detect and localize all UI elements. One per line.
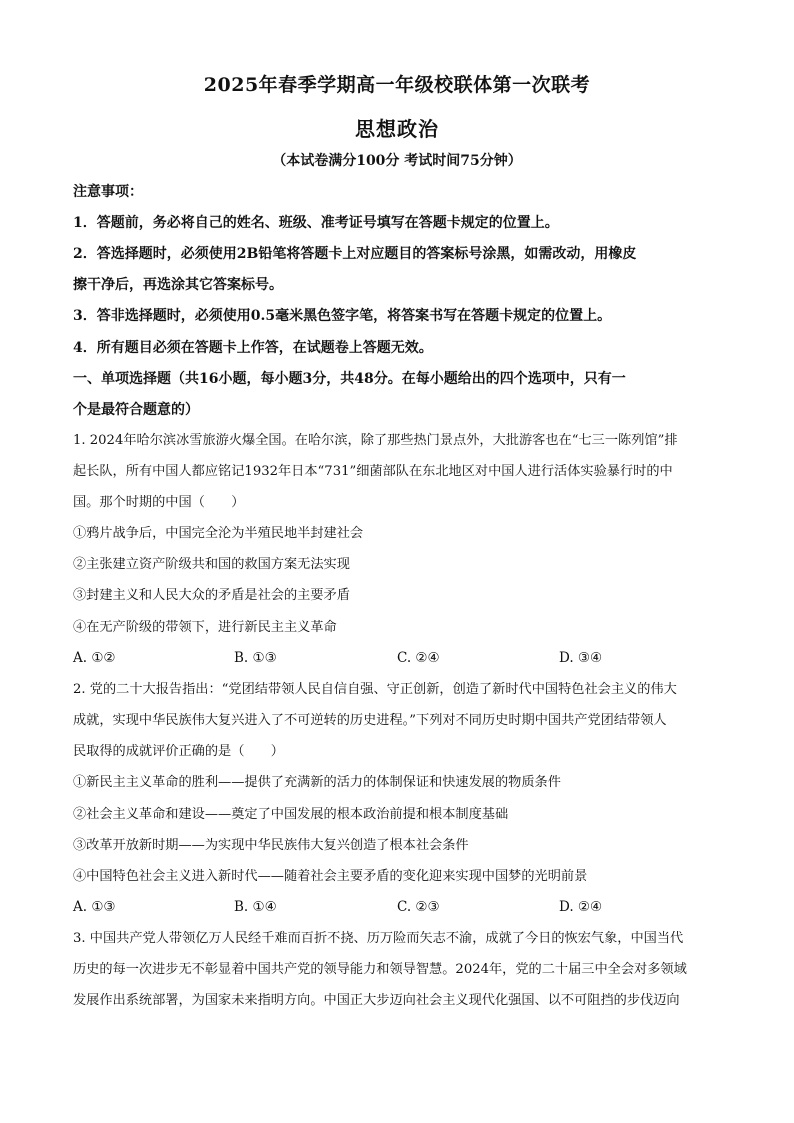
note-item: 2．答选择题时，必须使用2B铅笔将答题卡上对应题目的答案标号涂黑，如需改动，用橡皮 [73,246,637,262]
question-2-line: 2. 党的二十大报告指出：“党团结带领人民自信自强、守正创新，创造了新时代中国特色社会主义的伟大 [73,682,677,697]
question-1-statement: ①鸦片战争后，中国完全沦为半殖民地半封建社会 [73,526,364,541]
question-1-statement: ④在无产阶级的带领下，进行新民主主义革命 [73,620,337,635]
question-2-statement: ③改革开放新时期——为实现中华民族伟大复兴创造了根本社会条件 [73,838,469,853]
section-heading: 一、单项选择题（共16小题，每小题3分，共48分。在每小题给出的四个选项中，只有一 [73,371,626,387]
question-1-line: 国。那个时期的中国（ ） [73,495,245,510]
option-a[interactable]: A. ①③ [73,899,116,915]
subject-title: 思想政治 [355,117,439,141]
question-3-line: 3. 中国共产党人带领亿万人民经千难而百折不挠、历万险而矢志不渝，成就了今日的恢宏气象，中国当代 [73,931,684,946]
note-item: 4．所有题目必须在答题卡上作答，在试题卷上答题无效。 [73,340,433,356]
question-2-statement: ①新民主主义革命的胜利——提供了充满新的活力的体制保证和快速发展的物质条件 [73,775,561,790]
option-c[interactable]: C. ②③ [397,899,440,915]
option-d[interactable]: D. ②④ [559,899,603,915]
option-c[interactable]: C. ②④ [397,650,440,666]
question-1-statement: ③封建主义和人民大众的矛盾是社会的主要矛盾 [73,588,350,603]
exam-title: 2025年春季学期高一年级校联体第一次联考 [203,74,591,96]
question-1-statement: ②主张建立资产阶级共和国的救国方案无法实现 [73,557,350,572]
option-d[interactable]: D. ③④ [559,650,603,666]
note-item: 擦干净后，再选涂其它答案标号。 [73,277,283,293]
question-2-statement: ④中国特色社会主义进入新时代——随着社会主要矛盾的变化迎来实现中国梦的光明前景 [73,869,588,884]
section-heading-cont: 个是最符合题意的） [73,402,199,418]
note-item: 3．答非选择题时，必须使用0.5毫米黑色签字笔，将答案书写在答题卡规定的位置上。 [73,308,612,324]
question-3-line: 历史的每一次进步无不彰显着中国共产党的领导能力和领导智慧。2024年，党的二十届三中全会对多领域 [73,962,687,977]
exam-info: （本试卷满分100分 考试时间75分钟） [272,153,522,169]
question-1-line: 1. 2024年哈尔滨冰雪旅游火爆全国。在哈尔滨，除了那些热门景点外，大批游客也在“七三一陈列馆”排 [73,433,678,448]
note-item: 1．答题前，务必将自己的姓名、班级、准考证号填写在答题卡规定的位置上。 [73,215,559,231]
question-1-line: 起长队，所有中国人都应铭记1932年日本“731”细菌部队在东北地区对中国人进行活体实验暴行时的中 [73,464,673,479]
option-b[interactable]: B. ①④ [234,899,277,915]
question-3-line: 发展作出系统部署，为国家未来指明方向。中国正大步迈向社会主义现代化强国、以不可阻挡的步伐迈向 [73,993,680,1008]
notes-heading: 注意事项： [73,184,143,200]
question-1-options [73,650,723,668]
question-2-options [73,899,723,917]
option-a[interactable]: A. ①② [73,650,116,666]
question-2-statement: ②社会主义革命和建设——奠定了中国发展的根本政治前提和根本制度基础 [73,807,509,822]
option-b[interactable]: B. ①③ [234,650,277,666]
question-2-line: 成就，实现中华民族伟大复兴进入了不可逆转的历史进程。”下列对不同历史时期中国共产党团结带领人 [73,713,667,728]
question-2-line: 民取得的成就评价正确的是（ ） [73,744,284,759]
